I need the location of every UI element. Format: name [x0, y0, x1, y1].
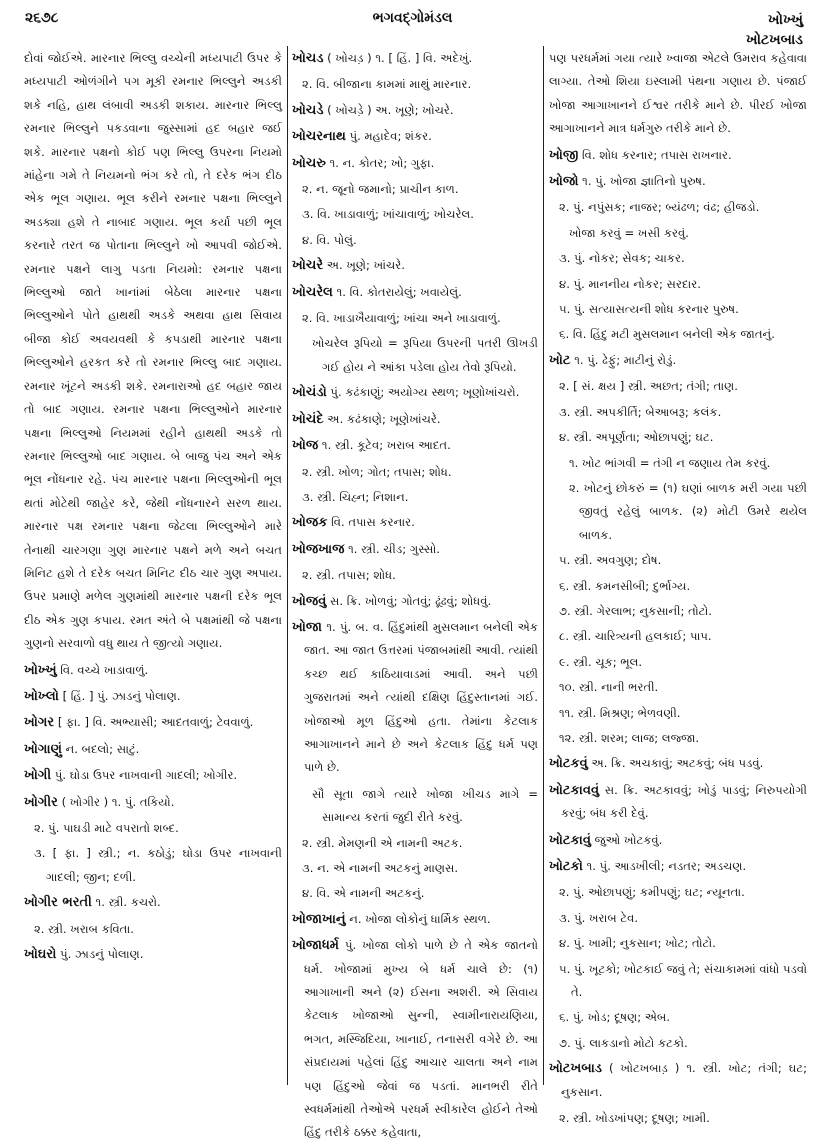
sense-definition: ૪. વિ. પોલું.	[302, 232, 357, 247]
guide-word-first: ખોખ્ખું	[767, 12, 803, 28]
definition: વિ. વચ્ચે ખાડાવાળું.	[60, 662, 149, 677]
definition: ( ખોગીર ) ૧. પું. તકિયો.	[61, 794, 175, 809]
sense-definition: ૩. [ ફા. ] સ્ત્રી.; ન. કઠોડું; ઘોડા ઉપર નાખવાની ગાદલી; જીન; દળી.	[34, 846, 282, 884]
dictionary-entry	[24, 791, 282, 814]
definition: ( ખોટખબાડ઼ ) ૧. સ્ત્રી. ખોટ; તંગી; ઘટ; નુકસાન.	[561, 1061, 807, 1099]
sense-definition: ૪. પું. માનનીય નોકર; સરદાર.	[559, 276, 701, 291]
headword: ખોચરેલ	[292, 284, 333, 300]
sense-definition: ૬. વિ. હિંદુ મટી મુસલમાન બનેલી એક જાતનું.	[559, 327, 775, 342]
dictionary-entry	[292, 152, 538, 175]
dictionary-entry	[24, 711, 282, 734]
headword: ખોજખાજ	[292, 541, 345, 557]
definition: [ હિં. ] પું. ઝાડનું પોલાણ.	[62, 688, 181, 703]
sense-definition: ૨. સ્ત્રી. ખરાબ કવિતા.	[34, 921, 134, 936]
sense-definition: ૩. સ્ત્રી. અપકીર્તિ; બેઆબરૂ; કલંક.	[559, 404, 722, 419]
definition: ૧. સ્ત્રી. કૂટેવ; ખરાબ આદત.	[321, 438, 451, 453]
sense-definition: ૨. સ્ત્રી. મેમણની એ નામની અટક.	[302, 835, 463, 850]
sense-definition: ૫. સ્ત્રી. અવગુણ; દોષ.	[559, 553, 662, 568]
headword: ખોટકો	[549, 859, 583, 874]
dictionary-entry	[549, 752, 807, 775]
headword: ખોગીર ભરતી	[24, 895, 92, 911]
usage-example: ખોચરેલ રૂપિયો = રૂપિયા ઉપરની પતરી ઊખડી ગઈ હોય ને આંકા પડેલા હોય તેવો રૂપિયો.	[312, 336, 538, 374]
headword: ખોટકાવું	[549, 832, 591, 848]
sense-definition: ૨. પું. પાઘડી માટે વપરાતો શબ્દ.	[34, 821, 179, 835]
headword: ખોગી	[24, 768, 52, 784]
dictionary-entry	[292, 47, 538, 70]
column-1	[24, 47, 282, 969]
sense-definition: ૨. ન. જૂનો જમાનો; પ્રાચીન કાળ.	[302, 182, 459, 197]
headword: ખોચડ	[292, 51, 324, 66]
headword: ખોઘરો	[24, 947, 57, 963]
headword: ખોટ	[549, 352, 571, 368]
definition: ૧. સ્ત્રી. ચીડ; ગુસ્સો.	[348, 541, 440, 556]
headword: ખોચરુ	[292, 155, 326, 171]
usage-example: ૧. ખોટ ભાંગવી = તંગી ન જણાય તેમ કરવું.	[569, 455, 771, 470]
sense-definition: ૭. પું. લાકડાનો મોટો કટકો.	[559, 1035, 688, 1050]
headword: ખોખ્લો	[24, 688, 59, 704]
definition: અ. કઢંકાણે; ખૂણેખાંચરે.	[327, 411, 441, 426]
usage-example: ૨. ખોટનું છોકરું = (૧) ઘણાં બાળક મરી ગયા પછી જીવતું રહેલું બાળક. (૨) મોટી ઉમરે થયેલ બાળક.	[569, 480, 807, 542]
headword: ખોટકાવવું	[549, 782, 600, 798]
guide-word-last: ખોટખબાડ	[745, 32, 803, 48]
definition: ૧. પું. ખોજા જ્ઞાતિનો પુરુષ.	[582, 174, 706, 189]
headword: ખોચંડો	[292, 385, 327, 401]
dictionary-entry	[549, 779, 807, 826]
definition: ન. ખોજા લોકોનું ધાર્મિક સ્થળ.	[349, 911, 491, 926]
definition: જુઓ ખોટકવું.	[594, 832, 663, 847]
definition: પું. ખોજા લોકો પાળે છે તે એક જાતનો ધર્મ. ખોજામાં મુખ્ય બે ધર્મ ચાલે છે: (૧) આગાખાની અને (૨) ઈસના અશરી. એ સિવાય કેટલાક ખોજાઓ સુન્ની, સ્વામીનારાયણિયા, ભગત, મસ્જિદિયા, ખાનાઈ, તનાસરી વગેરે છે. આ સંપ્રદાયમાં પહેલાં હિંદુ આચાર ચાલતા અને નામ પણ હિંદુઓ જેવાં જ પડતાં. માનભરી રીતે સ્વધર્મમાંથી તેઓએ પરધર્મ સ્વીકારેલ હોઈને તેઓ હિંદુ તરીકે ઠક્કર કહેવાતા,	[304, 938, 539, 1140]
headword: ખોગીર	[24, 794, 58, 810]
usage-example: ખોજા કરવું = ખસી કરવું.	[569, 225, 689, 240]
dictionary-entry	[292, 590, 538, 613]
sense-definition: ૭. સ્ત્રી. ગેરલાભ; નુકસાની; તોટો.	[559, 603, 712, 618]
definition: પું. ઝાડનું પોલાણ.	[60, 947, 144, 962]
sense-definition: ૨. પું. ઓછાપણું; કમીપણું; ઘટ; ન્યૂનતા.	[559, 885, 745, 900]
headword: ખોચરનાથ	[292, 129, 346, 145]
column-divider	[287, 46, 288, 1085]
sense-definition: ૧૦. સ્ત્રી. નાની ભરતી.	[559, 680, 659, 695]
sense-definition: ૮. સ્ત્રી. ચારિત્ર્યની હલકાઈ; પાપ.	[559, 629, 712, 644]
dictionary-entry	[24, 685, 282, 708]
definition: સ. ક્રિ. અટકાવવું; ખોડું પાડવું; નિરુપયોગી કરવું; બંધ કરી દેવું.	[561, 782, 807, 821]
definition: ૧. વિ. કોતરાયેલું; ખવાયેલું.	[336, 284, 462, 299]
dictionary-entry	[292, 408, 538, 431]
dictionary-entry	[549, 144, 807, 167]
dictionary-entry	[292, 281, 538, 304]
headword: ખોજક	[292, 515, 328, 531]
headword: ખોગર	[24, 715, 55, 731]
sense-definition: ૪. પું. ખામી; નુકસાન; ખોટ; તોટો.	[559, 936, 716, 951]
definition: [ ફા. ] વિ. અભ્યાસી; આદતવાળું; ટેવવાળું.	[57, 715, 254, 730]
definition: ૧. ન. કોતર; ખો; ગુફા.	[329, 155, 435, 170]
book-title: ભગવદ્ગોમંડલ	[372, 10, 453, 26]
headword: ખોટકવું	[549, 756, 588, 772]
sense-definition: ૨. સ્ત્રી. તપાસ; શોધ.	[302, 568, 396, 583]
dictionary-entry	[292, 934, 538, 1145]
sense-definition: ૫. પું. ખૂટકો; ખોટકાઈ જવું તે; સંચાકામમાં વાંધો પડવો તે.	[559, 961, 807, 1000]
dictionary-entry	[549, 170, 807, 193]
continued-paragraph: પણ પરધર્મમાં ગયા ત્યારે ખ્વાજા એટલે ઉમરાવ કહેવાવા લાગ્યા. તેઓ શિયા ઇસ્લામી પંથના ગણાય છે. પંજાઈ ખોજા આગાખાનને ઈશ્વર તરીકે માને છે. પીરઈ ખોજા આગાખાનને માત્ર ધર્મગુરુ તરીકે માને છે.	[549, 51, 807, 136]
dictionary-entry	[549, 1057, 807, 1104]
dictionary-entry	[292, 511, 538, 534]
column-3	[549, 47, 807, 1132]
sense-definition: ૩. સ્ત્રી. ચિહ્ન; નિશાન.	[302, 489, 409, 504]
column-divider	[543, 46, 544, 1085]
headword: ખોજાખાનું	[292, 911, 346, 927]
continued-paragraph: દોવાં જોઈએ. મારનાર ભિલ્લુ વચ્ચેની મધ્યપાટી ઉપર કે મધ્યપાટી ઓળંગીને પગ મૂકી રમનાર ભિલ્લુને અડકી શકે નહિ, હાથ લંબાવી અડકી શકાય. મારનાર ભિલ્લુ રમનાર ભિલ્લુને પકડવાના જુસ્સામાં હદ બહાર જઈ શકે. મારનાર પક્ષનો કોઈ પણ ભિલ્લુ ઉપરના નિયમો માંહેના ગમે તે નિયમનો ભંગ કરે તો, તે દરેક ભંગ દીઠ એક ભૂલ ગણાય. ભૂલ કરીને રમનાર પક્ષના ભિલ્લુને અડક્યા હશે તે નાબાદ ગણાય. ભૂલ કર્યા પછી ભૂલ કરનારે તરત જ પોતાના ભિલ્લુને ખો આપવી જોઈએ. રમનાર પક્ષને લાગુ પડતા નિયમો: રમનાર પક્ષના ભિલ્લુઓ જાતે ખાનાંમાં બેઠેલા મારનાર પક્ષના ભિલ્લુઓને પોતે હાથથી અડકે અથવા હાથ સિવાય બીજા કોઈ અવયવથી કે કપડાથી મારનાર પક્ષના ભિલ્લુઓને હરકત કરે તો રમનાર ભિલ્લુ બાદ ગણાય. રમનાર ખૂંટને અડકી શકે. રમનારાઓ હદ બહાર જાય તો બાદ ગણાય. રમનાર પક્ષના ભિલ્લુઓને મારનાર પક્ષના ભિલ્લુઓ નિયમમાં રહીને હાથથી અડકે તો રમનાર ભિલ્લુઓ બાદ ગણાય. બે બાજુ પંચ અને એક ભૂલ નોંધનાર રહે. પંચ મારનાર પક્ષના ભિલ્લુઓની ભૂલ થતાં મોટેથી જાહેર કરે, જેથી નોંધનારને સરળ થાય. મારનાર પક્ષ રમનાર પક્ષના જેટલા ભિલ્લુઓને મારે તેનાથી ચારગણા ગુણ મારનાર પક્ષને મળે અને બચત મિનિટ હશે તે દરેક બચત મિનિટ દીઠ ચાર ગુણ અપાય. ઉપર પ્રમાણે મળેલ ગુણમાંથી મારનાર પક્ષની દરેક ભૂલ દીઠ એક ગુણ કપાય. રમત અંતે બે પક્ષમાંથી જે પક્ષના ગુણનો સરવાળો વધુ થાય તે જીત્યો ગણાય.	[24, 51, 282, 651]
definition: ૧. સ્ત્રી. કચરો.	[95, 895, 161, 910]
sense-definition: ૫. પું. સત્યાસત્યની શોધ કરનાર પુરુષ.	[559, 302, 739, 317]
page-number: ૨૬૭૮	[25, 10, 59, 26]
dictionary-entry	[24, 659, 282, 682]
sense-definition: ૨. વિ. બીજાના કામમાં માથું મારનાર.	[302, 77, 472, 92]
dictionary-entry	[292, 538, 538, 561]
definition: પું. મહાદેવ; શંકર.	[349, 129, 432, 144]
dictionary-entry	[292, 434, 538, 457]
dictionary-entry	[549, 855, 807, 878]
definition: પું. ઘોડા ઉપર નાખવાની ગાદલી; ખોગીર.	[54, 768, 238, 783]
sense-definition: ૧૧. સ્ત્રી. મિશ્રણ; ભેળવણી.	[559, 705, 681, 720]
headword: ખોખ્ખું	[24, 662, 57, 678]
headword: ખોગાણું	[24, 741, 62, 757]
definition: ન. બદલો; સાટું.	[65, 741, 140, 756]
headword: ખોચડે	[292, 102, 324, 118]
headword: ખોચરે	[292, 258, 324, 274]
headword: ખોજવું	[292, 593, 327, 609]
headword: ખોજાધર્મ	[292, 938, 339, 954]
definition: વિ. તપાસ કરનાર.	[331, 515, 415, 530]
sense-definition: ૬. પું. ખોડ; દૂષણ; એબ.	[559, 1010, 671, 1025]
usage-example: સૌ સૂતા જાગે ત્યારે ખોજા ખીચડ માગે = સામાન્ય કરતાં જુદી રીતે કરવું.	[312, 786, 538, 825]
definition: ૧. પું. બ. વ. હિંદુમાંથી મુસલમાન બનેલી એક જાત. આ જાત ઉત્તરમાં પંજાબમાંથી આવી. ત્યાંથી કચ્છ થઈ કાઠિયાવાડમાં આવી. અને પછી ગુજરાતમાં અને ત્યાંથી દક્ષિણ હિંદુસ્તાનમાં ગઈ. ખોજાઓ મૂળ હિંદુઓ હતા. તેમાંના કેટલાક આગાખાનને માને છે અને કેટલાક હિંદુ ધર્મ પણ પાળે છે.	[304, 619, 538, 775]
definition: વિ. શોધ કરનાર; તપાસ રાખનાર.	[582, 147, 732, 162]
dictionary-entry	[24, 738, 282, 761]
dictionary-entry	[292, 381, 538, 404]
sense-definition: ૨. [ સં. ક્ષય ] સ્ત્રી. અછત; તંગી; તાણ.	[559, 379, 738, 394]
sense-definition: ૨. વિ. ખાડાખૈયાવાળું; ખાંચા અને ખાડાવાળું.	[302, 311, 501, 326]
definition: અ. ખૂણે; ખાંચરે.	[326, 258, 405, 273]
dictionary-entry	[292, 254, 538, 277]
sense-definition: ૩. ન. એ નામની અટકનું માણસ.	[302, 861, 459, 875]
headword: ખોટખબાડ	[549, 1061, 602, 1077]
sense-definition: ૧૨. સ્ત્રી. શરમ; લાજ; લજ્જા.	[559, 730, 700, 745]
dictionary-entry	[292, 125, 538, 148]
headword: ખોજી	[549, 147, 579, 163]
definition: સ. ક્રિ. ખોળવું; ગોતવું; ઢૂંઢવું; શોધવું.	[330, 593, 492, 608]
definition: પું. કઢંકાણું; અયોગ્ય સ્થળ; ખૂણોખાંચરો.	[330, 385, 520, 400]
definition: ( ખોચડ઼ે ) અ. ખૂણે; ખોચરે.	[327, 102, 454, 117]
sense-definition: ૨. પું. નપુંસક; નાજર; બ્યંઢળ; વંઢ; હીજડો.	[559, 200, 760, 215]
sense-definition: ૨. સ્ત્રી. ખોળ; ગોત; તપાસ; શોધ.	[302, 464, 452, 479]
sense-definition: ૪. વિ. એ નામની અટકનું.	[302, 886, 425, 901]
sense-definition: ૨. સ્ત્રી. ખોડખાંપણ; દૂષણ; ખામી.	[559, 1111, 710, 1126]
headword: ખોજ	[292, 438, 319, 454]
dictionary-entry	[24, 943, 282, 966]
sense-definition: ૩. પું. નોકર; સેવક; ચાકર.	[559, 251, 685, 266]
sense-definition: ૩. વિ. ખાડાવાળું; ખાંચાવાળું; ખોચરેલ.	[302, 207, 474, 222]
headword: ખોચંદે	[292, 411, 324, 427]
headword: ખોજા	[292, 619, 323, 635]
definition: ૧. પું. ઢેફું; માટીનું રોડું.	[574, 352, 677, 367]
column-2	[292, 47, 538, 1148]
dictionary-entry	[292, 908, 538, 931]
headword: ખોજો	[549, 174, 579, 190]
dictionary-entry	[549, 829, 807, 852]
dictionary-entry	[549, 349, 807, 372]
definition: ૧. પું. આડખીલી; નડતર; અડચણ.	[586, 859, 747, 873]
dictionary-entry	[24, 891, 282, 914]
sense-definition: ૪. સ્ત્રી. અપૂર્ણતા; ઓછાપણું; ઘટ.	[559, 430, 714, 445]
sense-definition: ૩. પું. ખરાબ ટેવ.	[559, 910, 639, 925]
definition: ( ખોચડ઼ ) ૧. [ હિં. ] વિ. અદેખું.	[327, 51, 473, 65]
dictionary-entry	[24, 764, 282, 787]
guide-words	[746, 10, 803, 50]
dictionary-entry	[292, 616, 538, 780]
dictionary-entry	[292, 99, 538, 122]
definition: અ. ક્રિ. અચકાવું; અટકવું; બંધ પડવું.	[591, 756, 764, 771]
sense-definition: ૯. સ્ત્રી. ચૂક; ભૂલ.	[559, 654, 643, 669]
sense-definition: ૬. સ્ત્રી. કમનસીબી; દુર્ભાગ્ય.	[559, 578, 691, 593]
